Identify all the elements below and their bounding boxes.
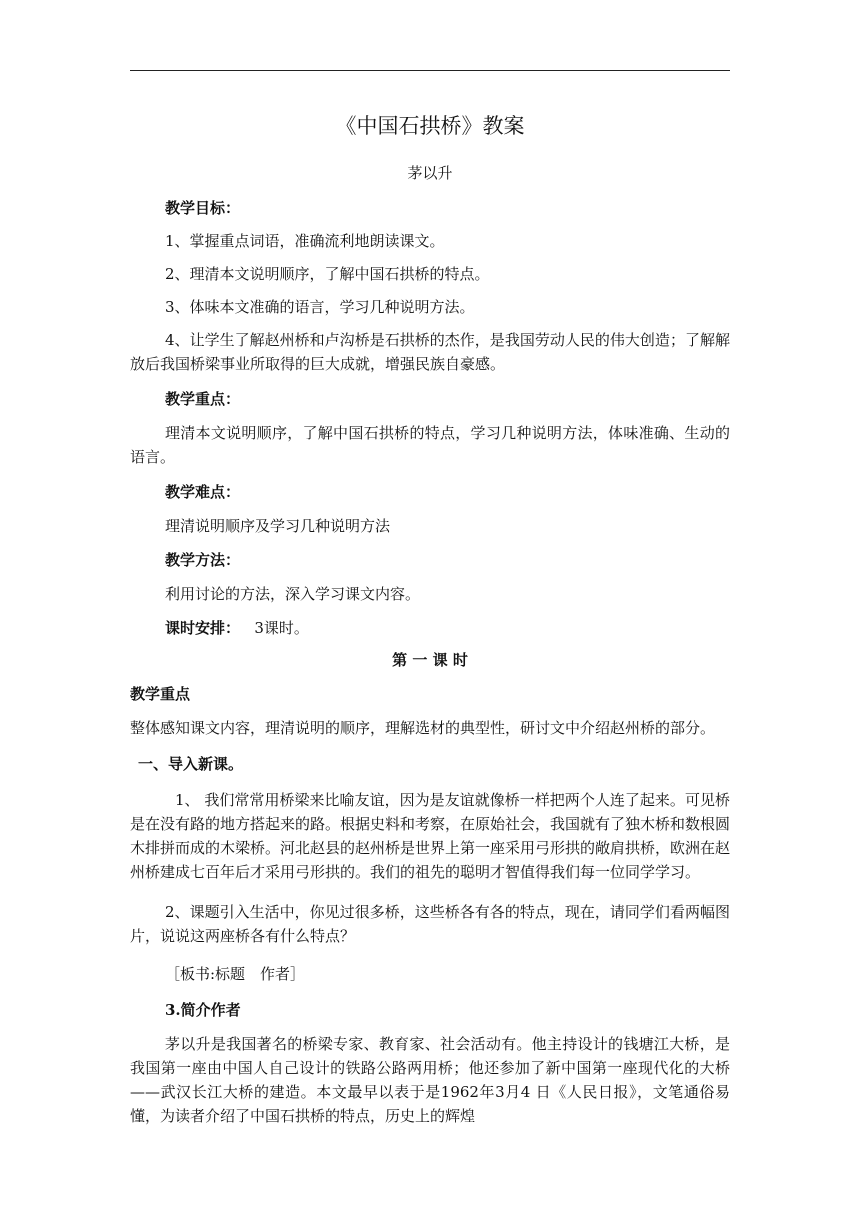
board-note: ［板书:标题 作者］ [165,965,306,983]
document-title: 《中国石拱桥》教案 [335,114,525,138]
schedule-value: 3课时。 [254,619,309,637]
difficulty-text: 理清说明顺序及学习几种说明方法 [165,517,391,535]
document-page [130,108,730,1128]
section-intro-heading: 一、导入新课。 [138,755,244,773]
lesson-key-heading: 教学重点 [130,685,191,703]
goals-heading: 教学目标： [165,199,241,217]
goal-item-2: 2、理清本文说明顺序，了解中国石拱桥的特点。 [165,265,490,283]
lesson-heading: 第 一 课 时 [392,651,468,669]
author-intro-paragraph: 茅以升是我国著名的桥梁专家、教育家、社会活动有。他主持设计的钱塘江大桥，是我国第一座由中国人自己设计的铁路公路两用桥；他还参加了新中国第一座现代化的大桥——武汉长江大桥的建造。本文最早以表于是1962年3月4 日《人民日报》，文笔通俗易懂，为读者介绍了中国石拱桥的特点，历史上的辉煌 [130,1035,730,1125]
author-name: 茅以升 [407,164,453,182]
author-intro-heading: 3.简介作者 [165,1001,241,1019]
intro-paragraph-2: 2、课题引入生活中，你见过很多桥，这些桥各有各的特点，现在，请同学们看两幅图片，说说这两座桥各有什么特点？ [130,903,730,945]
key-heading: 教学重点： [165,390,241,408]
schedule-label: 课时安排： [165,619,241,637]
goal-item-1: 1、掌握重点词语，准确流利地朗读课文。 [165,232,445,250]
difficulty-heading: 教学难点： [165,483,241,501]
goal-item-3: 3、体味本文准确的语言，学习几种说明方法。 [165,298,475,316]
method-text: 利用讨论的方法，深入学习课文内容。 [165,585,421,603]
key-text: 理清本文说明顺序，了解中国石拱桥的特点，学习几种说明方法，体味准确、生动的语言。 [130,424,730,466]
lesson-key-text: 整体感知课文内容，理清说明的顺序，理解选材的典型性，研讨文中介绍赵州桥的部分。 [130,719,716,737]
goal-item-4: 4、让学生了解赵州桥和卢沟桥是石拱桥的杰作，是我国劳动人民的伟大创造；了解解放后我国桥梁事业所取得的巨大成就，增强民族自豪感。 [130,331,730,373]
header-rule [130,70,730,71]
method-heading: 教学方法： [165,551,241,569]
intro-paragraph-1: 1、 我们常常用桥梁来比喻友谊，因为是友谊就像桥一样把两个人连了起来。可见桥是在没有路的地方搭起来的路。根据史料和考察，在原始社会，我国就有了独木桥和数根圆木排拼而成的木梁桥。河北赵县的赵州桥是世界上第一座采用弓形拱的敞肩拱桥，欧洲在赵州桥建成七百年后才采用弓形拱的。我们的祖先的聪明才智值得我们每一位同学学习。 [130,791,731,881]
schedule-line [130,616,730,640]
